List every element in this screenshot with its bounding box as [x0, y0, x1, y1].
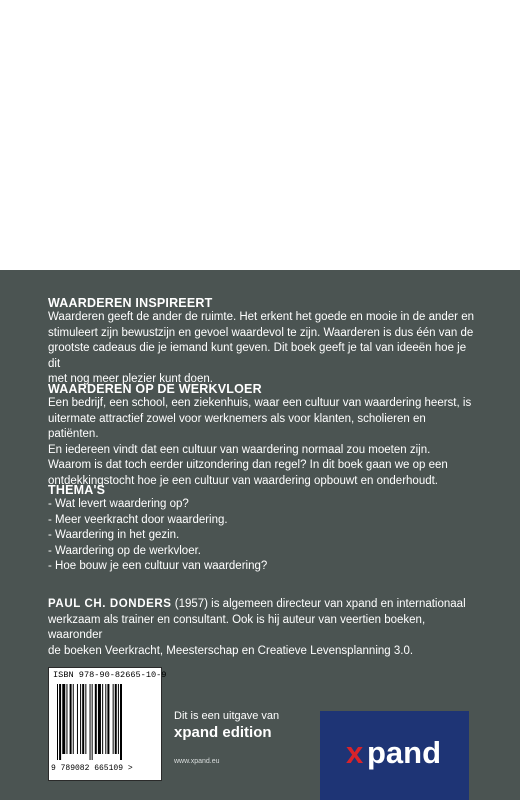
barcode-bar: [82, 684, 84, 754]
author-bio-line: de boeken Veerkracht, Meesterschap en Creatieve Levensplanning 3.0.: [48, 644, 414, 657]
barcode-bar: [95, 684, 97, 754]
barcode-bar: [57, 684, 58, 760]
barcode-bar: [77, 684, 78, 754]
barcode-bar: [90, 684, 91, 760]
barcode-bar: [59, 684, 61, 760]
barcode-bar: [73, 684, 74, 754]
body-line: ontdekkingstocht hoe je een cultuur van waardering opbouwt en onderhoudt.: [48, 474, 438, 487]
barcode-bar: [92, 684, 93, 760]
author-bio-line: werkzaam als trainer en consultant. Ook is hij auteur van veertien boeken, waaronder: [48, 613, 426, 642]
isbn-barcode: [48, 667, 167, 781]
xpand-logo: [320, 711, 469, 800]
barcode-bar: [105, 684, 106, 754]
barcode-bar: [113, 684, 114, 754]
author-bio-text: (1957) is algemeen directeur van xpand en internationaal: [171, 598, 466, 610]
body-line: En iedereen vindt dat een cultuur van waardering normaal zou moeten zijn.: [48, 443, 431, 456]
publisher-note: [174, 710, 279, 741]
publisher-brand-suffix: edition: [218, 724, 272, 741]
themes-block: [48, 497, 476, 575]
publisher-url: www.xpand.eu: [174, 758, 220, 765]
barcode-digits: 9 789082 665109 >: [51, 764, 133, 773]
xpand-logo-text: pand: [367, 735, 442, 770]
barcode-bar: [85, 684, 86, 754]
section-heading-werkvloer: WAARDEREN OP DE WERKVLOER: [48, 382, 262, 396]
barcode-bar: [98, 684, 101, 754]
barcode-bars: [55, 684, 155, 760]
themes-heading: THEMA'S: [48, 483, 106, 497]
body-line: Waarom is dat toch eerder uitzondering dan regel? In dit boek gaan we op een: [48, 459, 448, 472]
publisher-brand: xpand: [174, 724, 219, 741]
body-line: grootste cadeaus die je iemand kunt geven. Dit boek geeft je tal van ideeën hoe je dit: [48, 342, 467, 370]
theme-item: - Meer veerkracht door waardering.: [48, 513, 228, 526]
publisher-intro: Dit is een uitgave van: [174, 710, 280, 722]
body-line: met nog meer plezier kunt doen.: [48, 373, 213, 386]
author-bio-line: [48, 597, 476, 613]
barcode-bar: [120, 684, 122, 760]
body-line: uitermate attractief zowel voor werknemers als voor klanten, scholieren en patiënten.: [48, 412, 426, 441]
cover-top-blank: [0, 0, 520, 270]
theme-item: - Hoe bouw je een cultuur van waardering?: [48, 560, 268, 573]
author-name: PAUL CH. DONDERS: [48, 598, 172, 610]
theme-item: - Waardering op de werkvloer.: [48, 544, 201, 557]
barcode-bar: [118, 684, 119, 754]
body-line: stimuleert zijn bewustzijn en gevoel waardevol te zijn. Waarderen is dus één van de: [48, 326, 474, 339]
barcode-bar: [80, 684, 81, 754]
barcode-bar: [102, 684, 103, 754]
author-bio: [48, 597, 476, 659]
theme-item: - Wat levert waardering op?: [48, 498, 189, 510]
theme-item: - Waardering in het gezin.: [48, 529, 180, 542]
section-body-inspireert: [48, 310, 476, 388]
barcode-bar: [107, 684, 109, 754]
barcode-bar: [62, 684, 65, 754]
themes-list: [48, 497, 476, 575]
isbn-number: ISBN 978-90-82665-10-9: [53, 670, 167, 680]
body-line: Een bedrijf, een school, een ziekenhuis, waar een cultuur van waardering heerst, is: [48, 397, 472, 409]
section-body-werkvloer: [48, 396, 476, 490]
section-heading-inspireert: WAARDEREN INSPIREERT: [48, 296, 213, 310]
barcode-bar: [66, 684, 67, 754]
barcode-bar: [115, 684, 117, 754]
barcode-bar: [70, 684, 72, 754]
body-line: Waarderen geeft de ander de ruimte. Het erkent het goede en mooie in de ander en: [48, 311, 474, 323]
xpand-logo-x: x: [346, 735, 364, 770]
publisher-name: [174, 724, 279, 741]
